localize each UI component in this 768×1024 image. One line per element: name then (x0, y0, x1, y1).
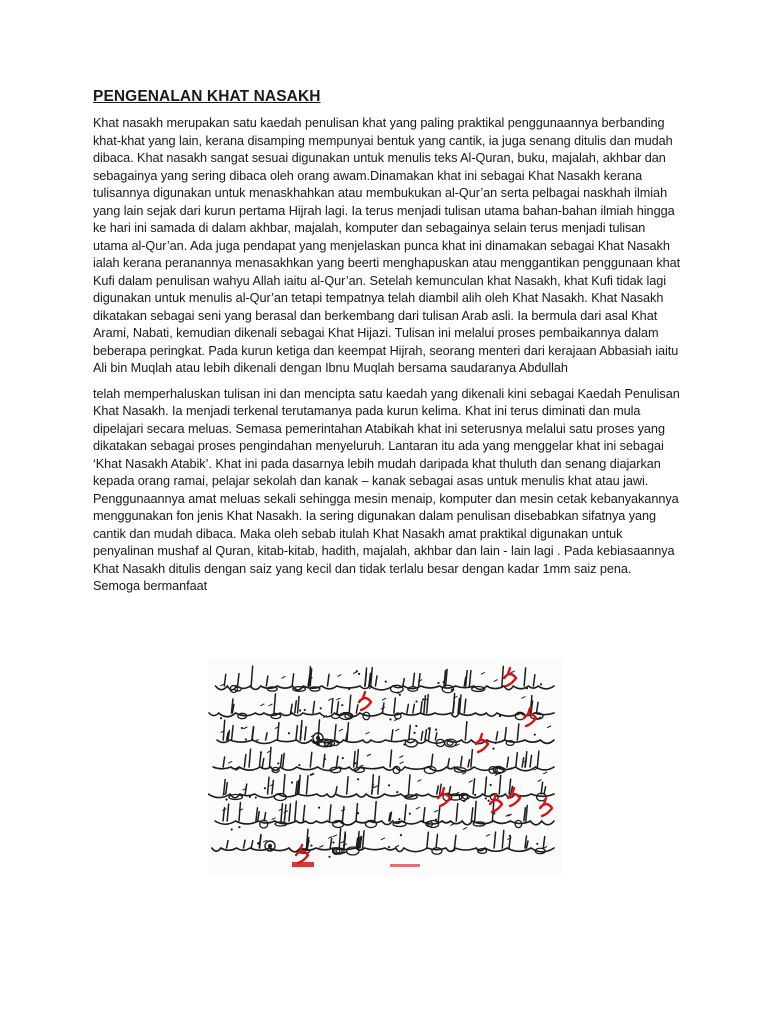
script-stroke (313, 702, 315, 713)
script-stroke (356, 705, 358, 713)
script-stroke (258, 812, 260, 821)
khat-nasakh-sample (208, 658, 562, 876)
script-mark (382, 698, 386, 700)
script-dot (526, 687, 528, 689)
script-stroke (496, 732, 498, 740)
script-stroke (440, 784, 442, 794)
script-stroke (356, 804, 358, 821)
script-stroke (224, 779, 226, 794)
script-stroke (448, 759, 450, 767)
script-loop (432, 848, 442, 854)
script-dot (290, 711, 292, 713)
script-stroke (342, 807, 344, 821)
script-mark (463, 827, 467, 829)
script-dot (320, 707, 322, 709)
script-stroke (409, 725, 411, 740)
script-stroke (328, 674, 330, 686)
script-stroke (505, 728, 507, 740)
script-stroke (537, 751, 539, 767)
script-dot (220, 717, 222, 719)
script-mark (522, 696, 526, 698)
script-stroke (337, 702, 339, 713)
paragraph-2: telah memperhaluskan tulisan ini dan mencipta satu kaedah yang dikenali kini sebagai Kaedah Penulisan Khat Nasakh. Ia menjadi terkenal terutamanya pada kurun kelima. Khat ini terus diminati dan mula dipelajari secara meluas. Semasa pemerintahan Atabikah khat ini seterusnya melalui satu proses yang dikatakan sebagai proses pengindahan menyeluruh. Lantaran itu ada yang menggelar khat ini sebagai ‘Khat Nasakh Atabik’. Khat ini pada dasarnya lebih mudah daripada khat thuluth dan senang diajarkan kepada orang ramai, pelajar sekolah dan kanak – kanak sebagai asas untuk menulis khat atau jawi. Penggunaannya amat meluas sekali sehingga mesin menaip, komputer dan mesin cetak kebanyakannya menggunakan fon jenis Khat Nasakh. Ia sering digunakan dalam penulisan disebabkan sifatnya yang cantik dan mudah dibaca. Maka oleh sebab itulah Khat Nasakh amat praktikal digunakan untuk penyalinan mushaf al Quran, kitab-kitab, hadith, majalah, akhbar dan lain - lain lagi . Pada kebiasaannya Khat Nasakh ditulis dengan saiz yang kecil dan tidak terlalu besar dengan kadar 1mm saiz pena. Semoga bermanfaat (93, 386, 680, 593)
script-loop (310, 687, 320, 691)
script-dot (357, 812, 359, 814)
script-stroke (303, 806, 305, 821)
script-mark (486, 834, 490, 836)
script-dot (400, 834, 402, 836)
script-mark (511, 671, 515, 673)
script-dot (389, 718, 391, 720)
script-stroke (436, 834, 438, 848)
script-dot (437, 682, 439, 684)
verse-marker-center (316, 736, 320, 740)
script-dot (238, 826, 240, 828)
script-stroke (390, 750, 392, 767)
script-stroke (466, 671, 468, 686)
script-dot (298, 764, 300, 766)
script-stroke (419, 674, 421, 686)
script-dot (310, 844, 312, 846)
script-stroke (266, 733, 268, 740)
document-body (93, 88, 681, 604)
script-dot (385, 681, 387, 683)
script-dot (495, 742, 497, 744)
script-dot (225, 798, 227, 800)
script-stroke (372, 775, 374, 794)
script-mark (494, 680, 498, 682)
script-stroke (298, 696, 300, 713)
script-stroke (296, 726, 298, 740)
script-dot (428, 727, 430, 729)
script-dot (388, 846, 390, 848)
script-dot (291, 781, 293, 783)
script-dot (299, 709, 301, 711)
script-stroke (295, 801, 297, 821)
script-line (208, 794, 554, 798)
script-mark (333, 835, 337, 837)
script-stroke (365, 668, 367, 686)
script-stroke (437, 786, 439, 794)
paragraph-1: Khat nasakh merupakan satu kaedah penulisan khat yang paling praktikal penggunaannya berbanding khat-khat yang lain, kerana disamping mempunyai bentuk yang cantik, ia juga senang ditulis dan mudah dibaca. Khat nasakh sangat sesuai digunakan untuk menulis teks Al-Quran, buku, majalah, akhbar dan sebagainya yang sering dibaca oleh orang awam.Dinamakan khat ini sebagai Khat Nasakh kerana tulisannya digunakan untuk menaskhahkan atau membukukan al-Qur’an serta pelbagai naskhah ilmiah yang lain sejak dari kurun pertama Hijrah lagi. Ia terus menjadi tulisan utama bahan-bahan ilmiah hingga ke hari ini samada di dalam akhbar, majalah, komputer dan sebagainya selain terus menjadi tulisan utama al-Qur’an. Ada juga pendapat yang menjelaskan punca khat ini dinamakan sebagai Khat Nasakh ialah kerana peranannya menasakhkan yang beerti menghapuskan atau menggantikan penggunaan khat Kufi dalam penulisan wahyu Allah iaitu al-Qur’an. Setelah kemunculan khat Nasakh, khat Kufi tidak lagi digunakan untuk menulis al-Qur’an tetapi tempatnya telah diambil alih oleh Khat Nasakh. Khat Nasakh dikatakan sebagai seni yang berasal dan berkembang dari tulisan Arab asli. Ia bermula dari asal Khat Arami, Nabati, kemudian dikenali sebagai Khat Hijazi. Tulisan ini melalui proses pembaikannya dalam beberapa peringkat. Pada kurun ketiga dan keempat Hijrah, seorang menteri dari kerajaan Abbasiah iaitu Ali bin Muqlah atau lebih dikenali dengan Ibnu Muqlah bersama saudaranya Abdullah (93, 116, 681, 375)
script-dot (318, 806, 320, 808)
script-stroke (375, 802, 377, 821)
script-stroke (283, 753, 285, 767)
script-stroke (238, 674, 240, 686)
script-stroke (226, 783, 228, 794)
script-stroke (323, 754, 325, 767)
script-stroke (507, 757, 509, 767)
script-dot (499, 715, 501, 717)
script-dot (396, 791, 398, 793)
script-stroke (281, 804, 283, 821)
script-stroke (349, 695, 351, 713)
script-stroke (334, 725, 336, 740)
script-stroke (274, 694, 276, 713)
script-mark (469, 780, 473, 782)
script-stroke (533, 675, 535, 686)
script-mark (373, 786, 377, 788)
script-stroke (453, 693, 455, 713)
script-dot (255, 796, 257, 798)
script-stroke (295, 701, 297, 713)
script-mark (400, 762, 404, 764)
script-stroke (391, 730, 393, 740)
script-mark (543, 772, 547, 774)
script-stroke (331, 699, 333, 713)
script-mark (272, 818, 276, 820)
script-stroke (223, 757, 225, 767)
script-mark (434, 810, 438, 812)
script-stroke (371, 668, 373, 686)
script-line (209, 713, 554, 717)
script-dot (348, 688, 350, 690)
script-stroke (347, 777, 349, 794)
script-mark (399, 756, 403, 758)
script-dot (422, 698, 424, 700)
script-dot (288, 732, 290, 734)
script-dot (324, 758, 326, 760)
script-dot (485, 797, 487, 799)
script-stroke (517, 724, 519, 740)
script-stroke (413, 673, 415, 686)
script-stroke (429, 728, 431, 740)
script-stroke (405, 805, 407, 821)
script-loop (390, 685, 403, 692)
script-line (215, 821, 554, 825)
script-stroke (408, 775, 410, 794)
red-underline-mark (390, 864, 420, 867)
script-stroke (292, 674, 294, 686)
script-stroke (354, 751, 356, 767)
script-dot (492, 748, 494, 750)
script-stroke (299, 775, 301, 794)
script-dot (524, 761, 526, 763)
script-dot (398, 818, 400, 820)
script-dot (264, 787, 266, 789)
script-stroke (543, 837, 545, 848)
script-stroke (249, 749, 251, 767)
script-stroke (522, 758, 524, 767)
script-stroke (260, 835, 262, 848)
script-mark (319, 845, 323, 847)
script-dot (245, 738, 247, 740)
script-stroke (502, 666, 504, 686)
script-stroke (300, 724, 302, 740)
script-mark (228, 761, 232, 763)
script-dot (474, 794, 476, 796)
script-stroke (280, 755, 282, 767)
script-stroke (394, 698, 396, 713)
script-dot (257, 842, 259, 844)
script-stroke (468, 760, 470, 767)
script-stroke (407, 704, 409, 713)
calligraphy-image (208, 658, 562, 876)
script-stroke (424, 696, 426, 713)
script-dot (488, 800, 490, 802)
script-dot (342, 757, 344, 759)
script-stroke (256, 808, 258, 821)
red-letter (504, 668, 516, 686)
script-stroke (516, 753, 518, 767)
script-stroke (378, 776, 380, 794)
script-stroke (224, 674, 226, 686)
script-dot (415, 725, 417, 727)
script-dot (328, 856, 330, 858)
script-dot (356, 670, 358, 672)
red-underline-mark (292, 862, 314, 867)
script-mark (260, 704, 264, 706)
script-stroke (427, 832, 429, 848)
script-stroke (266, 676, 268, 686)
script-mark (416, 807, 420, 809)
script-stroke (232, 726, 234, 740)
script-mark (339, 729, 343, 731)
script-stroke (244, 755, 246, 767)
script-stroke (306, 776, 308, 794)
script-stroke (283, 774, 285, 794)
script-stroke (502, 831, 504, 848)
script-dot (463, 800, 465, 802)
script-mark (328, 698, 332, 700)
script-stroke (259, 752, 261, 767)
script-stroke (465, 722, 467, 740)
script-dot (397, 692, 399, 694)
script-stroke (461, 756, 463, 767)
script-stroke (527, 841, 529, 848)
script-stroke (544, 787, 546, 794)
script-stroke (289, 804, 291, 821)
script-stroke (339, 829, 341, 848)
script-mark (417, 780, 421, 782)
script-stroke (473, 779, 475, 794)
script-stroke (310, 752, 312, 767)
script-dot (415, 700, 417, 702)
script-stroke (438, 808, 440, 821)
script-dot (277, 762, 279, 764)
script-stroke (375, 676, 377, 686)
script-dot (534, 734, 536, 736)
script-stroke (537, 702, 539, 713)
script-dot (509, 835, 511, 837)
script-dot (435, 729, 437, 731)
script-stroke (244, 840, 246, 848)
script-stroke (524, 808, 526, 821)
red-letter (524, 708, 536, 726)
script-stroke (541, 782, 543, 794)
script-loop (463, 795, 470, 799)
script-mark (281, 676, 285, 678)
script-stroke (272, 780, 274, 794)
script-mark (481, 672, 485, 674)
script-stroke (423, 808, 425, 821)
script-dot (304, 709, 306, 711)
script-stroke (262, 758, 264, 767)
script-dot (358, 673, 360, 675)
script-stroke (357, 750, 359, 767)
script-stroke (227, 841, 229, 848)
script-stroke (427, 694, 429, 713)
script-dot (341, 704, 343, 706)
script-mark (365, 732, 369, 734)
script-dot (260, 751, 262, 753)
script-line (217, 740, 554, 744)
script-dot (435, 819, 437, 821)
script-stroke (413, 704, 415, 713)
script-mark (243, 727, 247, 729)
script-stroke (330, 839, 332, 848)
script-stroke (421, 731, 423, 740)
script-stroke (499, 775, 501, 794)
script-stroke (471, 750, 473, 767)
script-dot (332, 841, 334, 843)
script-dot (403, 743, 405, 745)
script-dot (511, 767, 513, 769)
script-stroke (464, 699, 466, 713)
script-stroke (335, 787, 337, 794)
script-mark (269, 704, 273, 706)
script-stroke (471, 808, 473, 821)
script-stroke (268, 777, 270, 794)
script-stroke (277, 723, 279, 740)
script-dot (536, 843, 538, 845)
script-stroke (239, 803, 240, 821)
script-dot (357, 778, 359, 780)
script-mark (538, 780, 542, 782)
script-stroke (475, 801, 477, 821)
script-stroke (435, 733, 437, 740)
script-dot (249, 796, 251, 798)
script-dot (409, 813, 411, 815)
script-stroke (252, 727, 254, 740)
script-stroke (329, 805, 331, 821)
script-mark (367, 754, 371, 756)
script-stroke (223, 720, 225, 740)
script-mark (395, 729, 399, 731)
script-stroke (363, 831, 365, 848)
script-stroke (469, 671, 471, 686)
script-dot (443, 681, 445, 683)
verse-marker-center (268, 844, 272, 848)
script-dot (451, 689, 453, 691)
script-stroke (403, 679, 405, 686)
script-stroke (336, 756, 338, 767)
script-dot (354, 762, 356, 764)
script-stroke (425, 730, 427, 740)
script-dot (540, 683, 542, 685)
script-stroke (530, 755, 532, 767)
script-mark (395, 845, 399, 847)
script-mark (547, 726, 551, 728)
script-mark (336, 698, 340, 700)
script-mark (381, 838, 385, 840)
script-dot (399, 694, 401, 696)
script-stroke (421, 702, 423, 713)
red-letter (359, 692, 371, 710)
script-dot (231, 828, 233, 830)
script-dot (241, 727, 243, 729)
script-mark (450, 824, 454, 826)
script-stroke (454, 835, 456, 848)
script-dot (413, 732, 415, 734)
script-stroke (227, 804, 229, 821)
script-mark (337, 675, 341, 677)
page-title: PENGENALAN KHAT NASAKH (93, 88, 321, 105)
script-stroke (305, 727, 307, 740)
script-stroke (251, 666, 253, 686)
script-stroke (251, 841, 253, 848)
script-stroke (524, 668, 526, 686)
script-stroke (494, 832, 496, 848)
script-stroke (456, 804, 458, 821)
script-stroke (431, 754, 433, 767)
script-stroke (509, 779, 511, 794)
script-dot (490, 784, 492, 786)
script-dot (388, 784, 390, 786)
script-stroke (485, 777, 487, 794)
